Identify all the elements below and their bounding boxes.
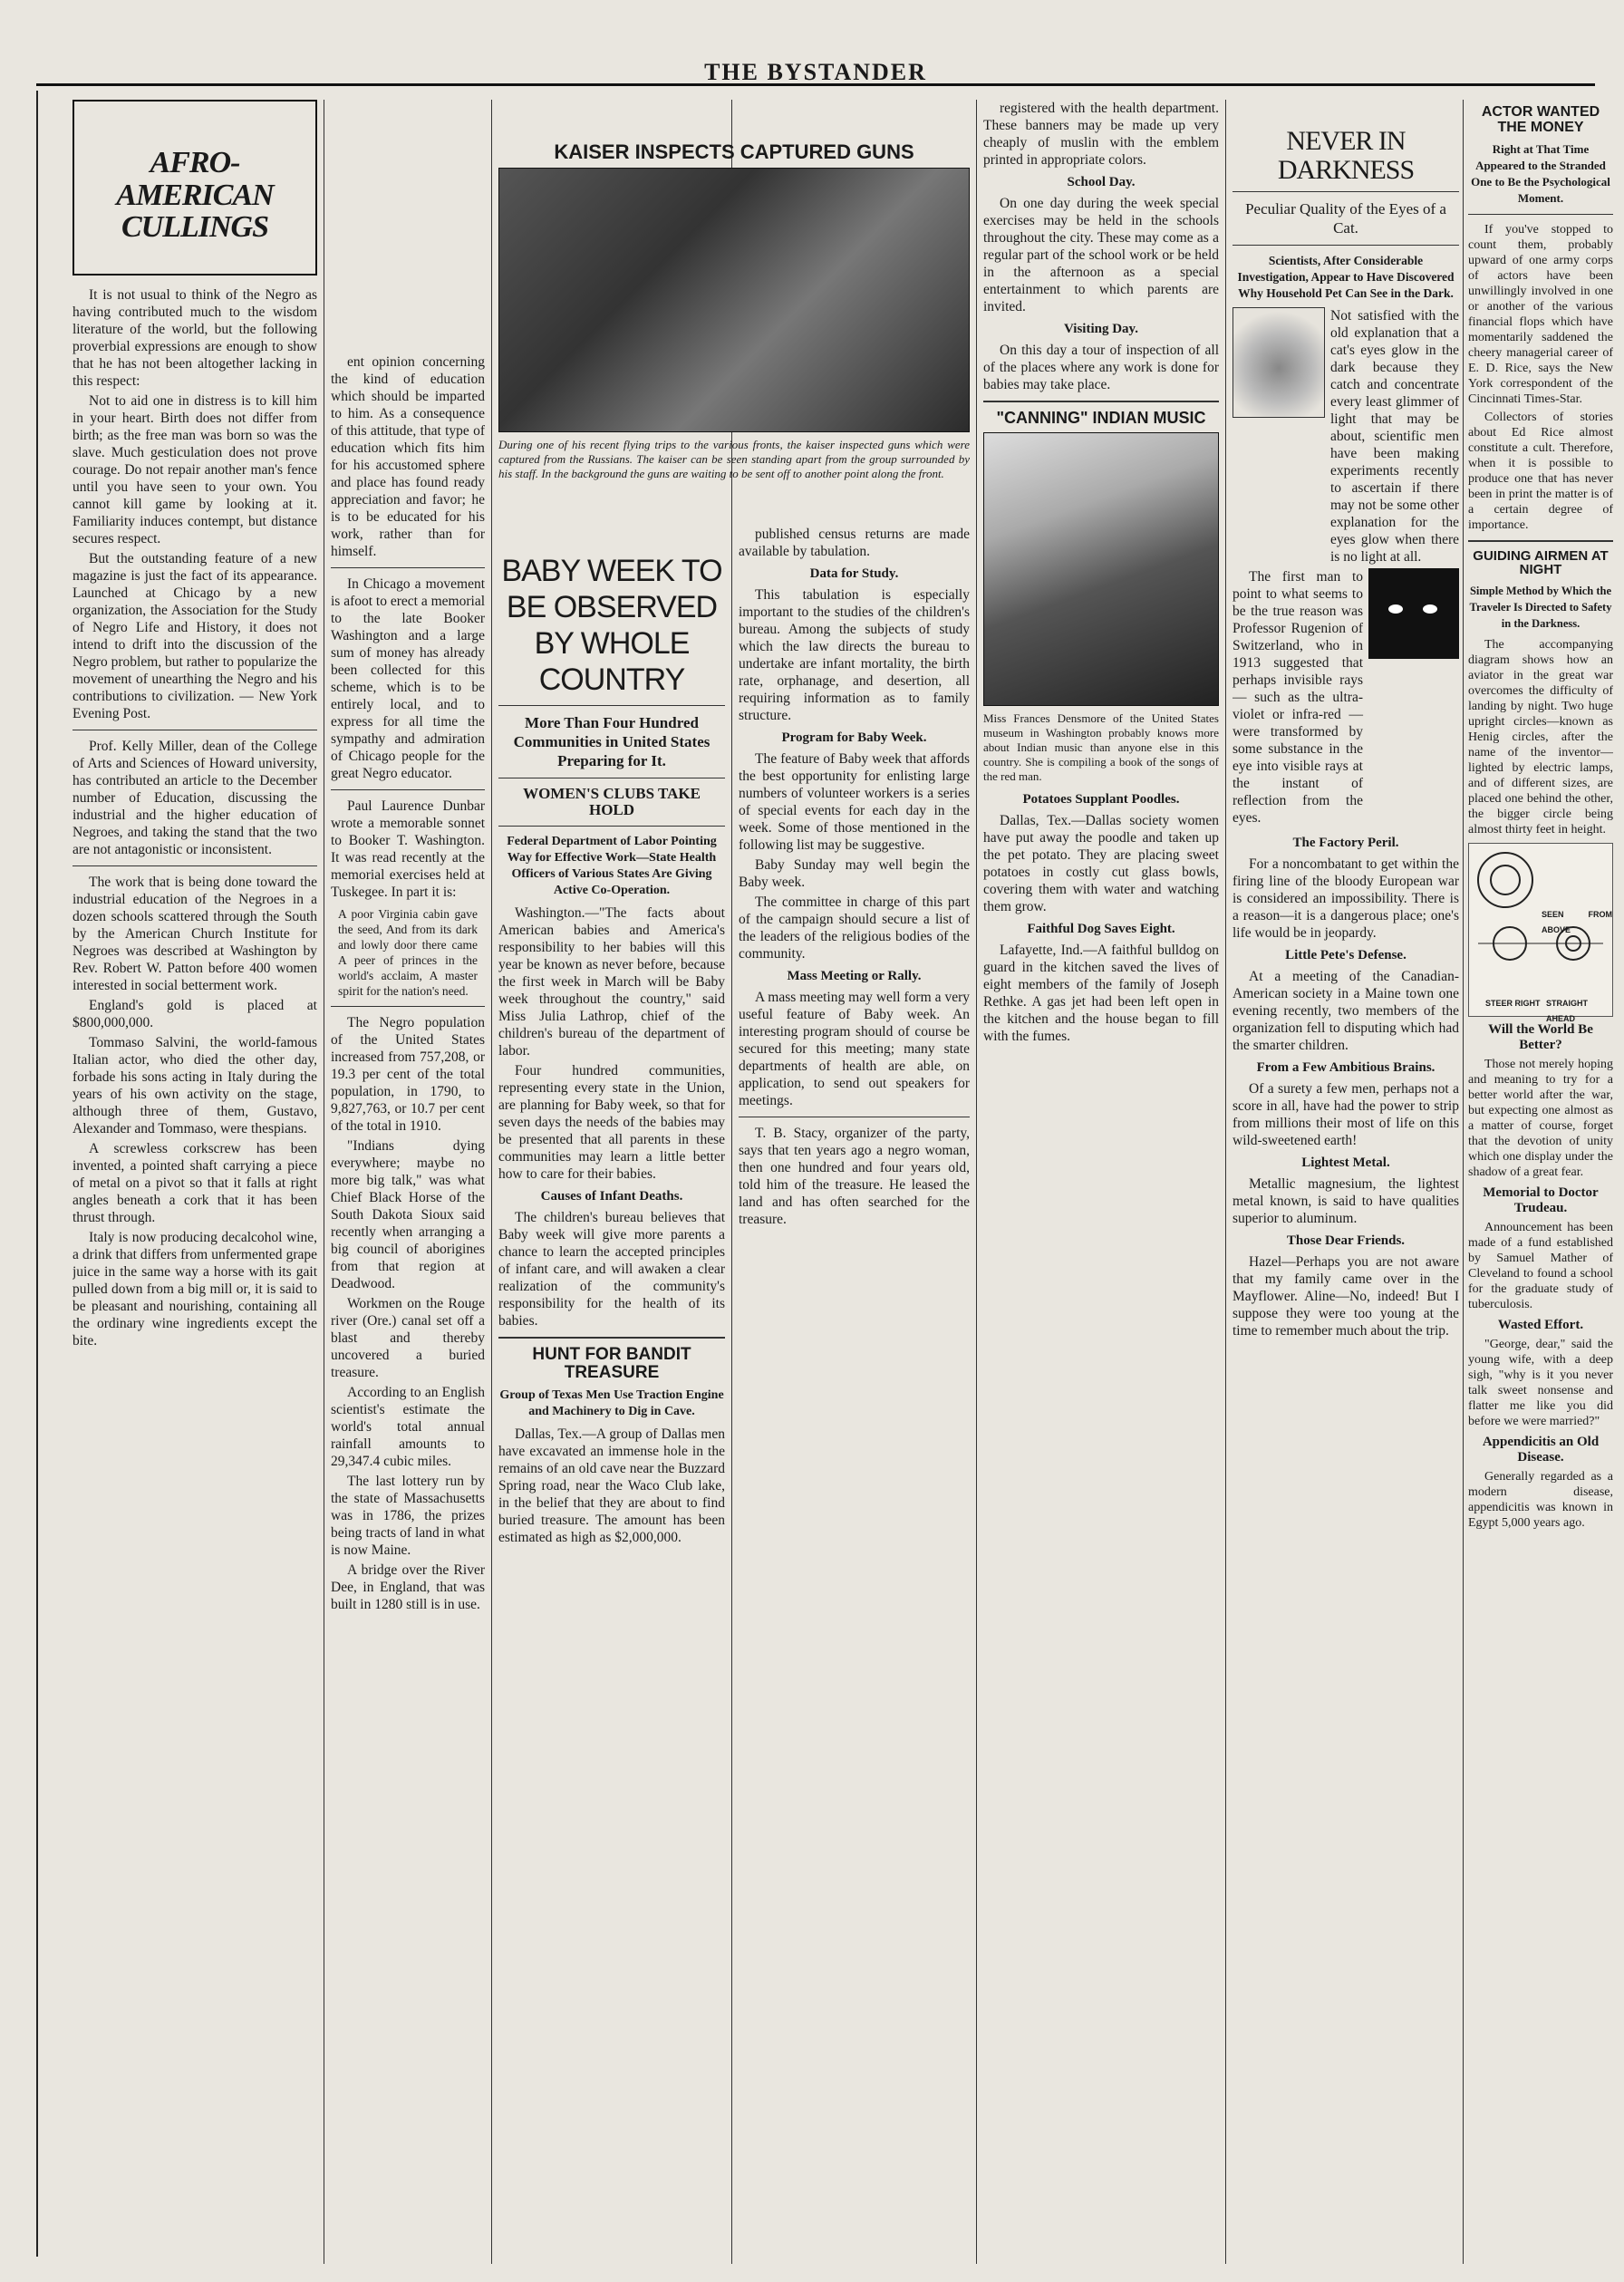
cat-face-illustration [1232, 307, 1325, 418]
article-paragraph: The children's bureau believes that Baby week will give more parents a chance to learn the accepted principles of infant care, and will awaken a clear realization of the community's responsibility for the health of its babies. [498, 1210, 725, 1329]
photo-caption: During one of his recent flying trips to the various fronts, the kaiser inspected guns which were captured from the Russians. The kaiser can be seen standing apart from the group surrounded by his staff. In the background the guns are waiting to be sent off to another point along the front. [498, 438, 970, 481]
divider [331, 789, 485, 790]
article-paragraph: Lafayette, Ind.—A faithful bulldog on guard in the kitchen saved the lives of eight members of the family of Joseph Rethke. A gas jet had been left open in the kitchen and the house began to fill with the fumes. [983, 942, 1219, 1044]
headline: GUIDING AIRMEN AT NIGHT [1473, 547, 1609, 578]
headline: HUNT FOR BANDIT TREASURE [532, 1345, 691, 1382]
article-paragraph: T. B. Stacy, organizer of the party, says that ten years ago a negro woman, then one hundred and four years old, told him of the treasure. He leased the land and has often searched for the treasure. [739, 1126, 970, 1227]
column-baby-week [498, 526, 725, 2264]
article-paragraph: Dallas, Tex.—Dallas society women have put away the poodle and taken up the pet potato. They are placing sweet potatoes in costly cut glass bowls, covering them with water and watching them grow. [983, 812, 1219, 914]
column-rule [491, 100, 492, 2264]
section-heading: Memorial to Doctor Trudeau. [1483, 1185, 1599, 1216]
article-paragraph: A screwless corkscrew has been invented, a pointed shaft carrying a piece of metal on a pivot so that it falls at right angles beneath a cork that it has been thrust through. [72, 1141, 317, 1225]
article-paragraph: Dallas, Tex.—A group of Dallas men have excavated an immense hole in the remains of an old cave near the Buzzard Spring road, near the Waco Club lake, in the belief that they are about to find buried treasure. The amount has been estimated as high as $2,000,000. [498, 1426, 725, 1545]
column-5 [983, 100, 1219, 2264]
section-heading: Lightest Metal. [1301, 1156, 1390, 1170]
column-2 [331, 353, 485, 2264]
headline-box [72, 100, 317, 276]
article-paragraph: A bridge over the River Dee, in England, that was built in 1280 still is in use. [331, 1562, 485, 1612]
article-paragraph: Tommaso Salvini, the world-famous Italian actor, who died the other day, forbade his sons acting in Italy during the years of his own activity on the stage, although three of them, Gustavo, Alexander and Tommaso, were thespians. [72, 1035, 317, 1136]
section-heading: Faithful Dog Saves Eight. [1027, 921, 1175, 936]
headline: BABY WEEK TO BE OBSERVED BY WHOLE COUNTRY [501, 554, 722, 697]
article-paragraph: Hazel—Perhaps you are not aware that my family came over in the Mayflower. Aline—No, indeed! But I suppose they were too young at the time to remember much about the trip. [1232, 1254, 1459, 1339]
article-paragraph: Prof. Kelly Miller, dean of the College of Arts and Sciences of Howard university, has contributed an article to the December number of Education, discussing the industrial and the higher education of Negroes, and taking the stand that the two are not antagonistic or inconsistent. [72, 739, 317, 857]
subheadline: More Than Four Hundred Communities in United States Preparing for It. [513, 714, 710, 769]
kaiser-photo [498, 168, 970, 432]
subheadline: Scientists, After Considerable Investigation, Appear to Have Discovered Why Household Pet Can See in the Dark. [1237, 254, 1455, 300]
article-paragraph: If you've stopped to count them, probably upward of one army corps of actors have been unwillingly involved in one or another of the various financial flops which have momentarily saddened the cheery managerial career of E. D. Rice, says the New York correspondent of the Cincinnati Times-Star. [1468, 222, 1613, 406]
article-paragraph: The work that is being done toward the industrial education of the Negroes in a dozen schools scattered through the South by the American Church Institute for Negroes was described at Washington by Rev. Robert W. Patton before 400 women interested in social betterment work. [72, 875, 317, 993]
section-heading: Will the World Be Better? [1488, 1022, 1593, 1053]
article-paragraph: Those not merely hoping and meaning to try for a better world after the war, but expecting one almost as a matter of course, forget that the devotion of unity which one display under the shadow of a great fear. [1468, 1058, 1613, 1180]
section-heading: Appendicitis an Old Disease. [1482, 1435, 1600, 1465]
photo-caption: Miss Frances Densmore of the United States museum in Washington probably knows more about Indian music than anyone else in this country. She is compiling a book of the songs of the red man. [983, 711, 1219, 783]
article-paragraph: A mass meeting may well form a very useful feature of Baby week. An interesting program should of course be secured for this meeting; many state departments of health are able, on application, to send out speakers for meetings. [739, 990, 970, 1108]
article-paragraph: The committee in charge of this part of the campaign should secure a list of the leaders of the religious bodies of the community. [739, 894, 970, 962]
subheadline: WOMEN'S CLUBS TAKE HOLD [523, 785, 701, 818]
eye-icon [1388, 604, 1403, 614]
divider [331, 567, 485, 568]
article-paragraph: published census returns are made available by tabulation. [739, 527, 970, 559]
headline: ACTOR WANTED THE MONEY [1481, 104, 1600, 135]
diagram-label: STEER RIGHT [1485, 999, 1541, 1009]
divider [498, 705, 725, 706]
column-never-in-darkness [1232, 100, 1459, 2264]
divider [983, 401, 1219, 402]
divider [72, 865, 317, 866]
article-paragraph: Italy is now producing decalcohol wine, a drink that differs from unfermented grape juice in the same way a horse with its gait pulled down from a big mill or, it is said to be pleasant and nourishing, containing all the ordinary wine ingredients except the bite. [72, 1230, 317, 1349]
divider [1468, 540, 1613, 542]
subheadline: Group of Texas Men Use Traction Engine and Machinery to Dig in Cave. [499, 1388, 724, 1418]
section-heading: Causes of Infant Deaths. [540, 1189, 683, 1204]
article-paragraph: The feature of Baby week that affords the best opportunity for enlisting large numbers of volunteer workers is a series of special events for each day in the week. Some of those mentioned in the following list may be suggestive. [739, 751, 970, 853]
section-heading: Program for Baby Week. [781, 730, 927, 745]
section-heading: Mass Meeting or Rally. [787, 969, 922, 983]
article-paragraph: Baby Sunday may well begin the Baby week. [739, 857, 970, 890]
article-paragraph: Four hundred communities, representing every state in the Union, are planning for Baby week, so that for seven days the needs of the babies may be presented that all parents in these communities may learn a little better how to care for their babies. [498, 1063, 725, 1182]
column-afro-american-cullings [72, 100, 317, 2264]
article-paragraph: Announcement has been made of a fund established by Samuel Mather of Cleveland to found a school for the graduate study of tuberculosis. [1468, 1221, 1613, 1312]
divider [498, 1337, 725, 1339]
section-heading: Wasted Effort. [1497, 1318, 1584, 1333]
column-rule [1463, 100, 1464, 2264]
article-paragraph: ent opinion concerning the kind of education which should be imparted to him. As a consequence of this attitude, that type of education which fits him for his accustomed sphere and place has found ready appreciation and favor; he is to be educated for his work, rather than for himself. [331, 354, 485, 559]
glowing-eyes-illustration [1368, 568, 1459, 659]
divider [1232, 191, 1459, 192]
divider [331, 1006, 485, 1007]
article-paragraph: On this day a tour of inspection of all of the places where any work is done for babies may take place. [983, 343, 1219, 392]
article-paragraph: Not satisfied with the old explanation that a cat's eyes glow in the dark because they catch and concentrate every least glimmer of light that may be about, scientific men have been making experiments recently to ascertain if there may not be some other explanation for the eyes glow when there is no light at all. [1330, 308, 1459, 565]
photo-title: "CANNING" INDIAN MUSIC [996, 409, 1206, 427]
article-paragraph: Collectors of stories about Ed Rice almost constitute a cult. Therefore, when it is possible to produce one that has never been in print the matter is of a certain degree of importance. [1468, 410, 1613, 532]
section-heading: Potatoes Supplant Poodles. [1022, 791, 1180, 807]
article-paragraph: The last lottery run by the state of Massachusetts was in 1786, the prizes being tracts of land in what is now Maine. [331, 1474, 485, 1558]
diagram-label: STRAIGHT AHEAD [1546, 999, 1588, 1024]
article-paragraph: Generally regarded as a modern disease, appendicitis was known in Egypt 5,000 years ago. [1468, 1470, 1613, 1531]
article-paragraph: England's gold is placed at $800,000,000. [72, 998, 317, 1030]
article-paragraph: In Chicago a movement is afoot to erect a memorial to the late Booker Washington and a large sum of money has already been collected for this scheme, which is to be entirely local, and to express for all time the sympathy and admiration of Chicago people for the great Negro educator. [331, 576, 485, 781]
divider [1232, 245, 1459, 246]
article-paragraph: Workmen on the Rouge river (Ore.) canal set off a blast and thereby uncovered a buried treasure. [331, 1296, 485, 1380]
densmore-photo [983, 432, 1219, 706]
article-paragraph: But the outstanding feature of a new magazine is just the fact of its appearance. Launched at Chicago by a new organization, the Association for the Study of Negro Life and History, it does not intend to drift into the discussion of the Negro problem, but rather to popularize the movement of unearthing the Negro and his contributions to civilization. — New York Evening Post. [72, 551, 317, 721]
headline: AFRO-AMERICAN CULLINGS [116, 146, 274, 245]
subheadline: Federal Department of Labor Pointing Way for Effective Work—State Health Officers of Various States Are Giving Active Co-Operation. [507, 835, 717, 897]
article-paragraph: "Indians dying everywhere; maybe no more big talk," was what Chief Black Horse of the South Dakota Sioux said recently when arranging a big council of aborigines from that region at Deadwood. [331, 1138, 485, 1291]
article-paragraph: The Negro population of the United States increased from 757,208, or 19.3 per cent of the total population, in 1790, to 9,827,763, or 10.7 per cent of the total in 1910. [331, 1015, 485, 1134]
article-paragraph: For a noncombatant to get within the firing line of the bloody European war is considered an impossibility. There is a reason—it is a dangerous place; one's life would be in jeopardy. [1232, 856, 1459, 941]
article-paragraph: registered with the health department. These banners may be made up very cheaply of muslin with the emblem printed in appropriate colors. [983, 101, 1219, 168]
divider [498, 826, 725, 827]
article-paragraph: Not to aid one in distress is to kill him in your heart. Birth does not differ from birth; as the free man was born so was the slave. Much gesticulation does not prove courage. Do not repair another man's fence until you have seen to your own. You cannot kill game by looking at it. Familiarity induces contempt, but distance secures respect. [72, 393, 317, 546]
article-paragraph: On one day during the week special exercises may be held in the schools throughout the city. These may come as a regular part of the school work or be held in the afternoon as a special entertainment to which parents are invited. [983, 196, 1219, 314]
article-paragraph: The first man to point to what seems to be the true reason was Professor Rugenion of Switzerland, who in 1913 suggested that perhaps invisible rays — such as the ultra-violet or infra-red — were transformed by some substance in the eye into visible rays at the instant of reflection from the eyes. [1232, 569, 1363, 826]
article-paragraph: This tabulation is especially important to the studies of the children's bureau. Among the subjects of study which the law directs the bureau to undertake are infant mortality, the birth rate, orphanage, and desertion, all requiring information as to family structure. [739, 587, 970, 723]
section-heading: School Day. [1067, 175, 1136, 189]
article-paragraph: Metallic magnesium, the lightest metal known, is said to have qualities superior to aluminum. [1232, 1176, 1459, 1226]
section-heading: Data for Study. [809, 566, 899, 581]
subheadline: Simple Method by Which the Traveler Is Directed to Safety in the Darkness. [1469, 585, 1612, 631]
article-paragraph: It is not usual to think of the Negro as having contributed much to the wisdom literature of the world, but the following proverbial expressions are enough to show that he has not been altogether lacking in this respect: [72, 287, 317, 389]
subheadline: Peculiar Quality of the Eyes of a Cat. [1245, 200, 1446, 237]
poem: A poor Virginia cabin gave the seed, And from its dark and lowly door there came A peer of princes in the world's acclaim, A master spirit for the nation's need. [338, 907, 478, 998]
section-heading: From a Few Ambitious Brains. [1256, 1060, 1436, 1075]
divider [1468, 214, 1613, 215]
cat-section [1232, 307, 1459, 568]
article-paragraph: Washington.—"The facts about American babies and America's responsibility to her babies will this year be known as never before, because the first week in March will be Baby week throughout the country," said Miss Julia Lathrop, chief of the children's bureau of the department of labor. [498, 905, 725, 1059]
headline: NEVER IN DARKNESS [1277, 126, 1415, 185]
cat-eyes-section [1232, 568, 1459, 829]
article-paragraph: The accompanying diagram shows how an aviator in the great war overcomes the difficulty of landing by night. Two huge upright circles—known as Henig circles, after the name of the inventor—lighted by electric lamps, and of different sizes, are placed one behind the other, the bigger circle being almost thirty feet in height. [1468, 638, 1613, 837]
article-paragraph: Paul Laurence Dunbar wrote a memorable sonnet to Booker T. Washington. It was read recently at the memorial exercises held at Tuskegee. In part it is: [331, 798, 485, 900]
column-actor-wanted-money [1468, 100, 1613, 2264]
article-paragraph: Of a surety a few men, perhaps not a score in all, have had the power to strip from millions their most of life on this wild-sweetened earth! [1232, 1081, 1459, 1148]
diagram-label: SEEN FROM ABOVE [1542, 910, 1612, 935]
article-paragraph: According to an English scientist's estimate the world's total annual rainfall amounts to 29,347.4 cubic miles. [331, 1385, 485, 1469]
section-heading: Those Dear Friends. [1286, 1233, 1406, 1248]
article-paragraph: "George, dear," said the young wife, with a deep sigh, "why is it you never talk sweet nonsense and flatter me like you did before we were married?" [1468, 1338, 1613, 1429]
section-heading: Little Pete's Defense. [1285, 948, 1406, 962]
masthead: THE BYSTANDER [36, 36, 1595, 86]
article-paragraph: At a meeting of the Canadian-American society in a Maine town one evening recently, two members of the organization fell to disputing which had the smarter children. [1232, 969, 1459, 1053]
landing-circles-diagram [1468, 843, 1613, 1024]
subheadline: Right at That Time Appeared to the Stranded One to Be the Psychological Moment. [1471, 141, 1610, 205]
section-heading: The Factory Peril. [1292, 836, 1399, 850]
section-heading: Visiting Day. [1064, 322, 1138, 336]
column-rule [1225, 100, 1226, 2264]
photo-block-kaiser [498, 136, 970, 517]
column-4 [739, 526, 970, 2264]
eye-icon [1423, 604, 1437, 614]
column-rule [976, 100, 977, 2264]
photo-title: KAISER INSPECTS CAPTURED GUNS [554, 140, 914, 163]
